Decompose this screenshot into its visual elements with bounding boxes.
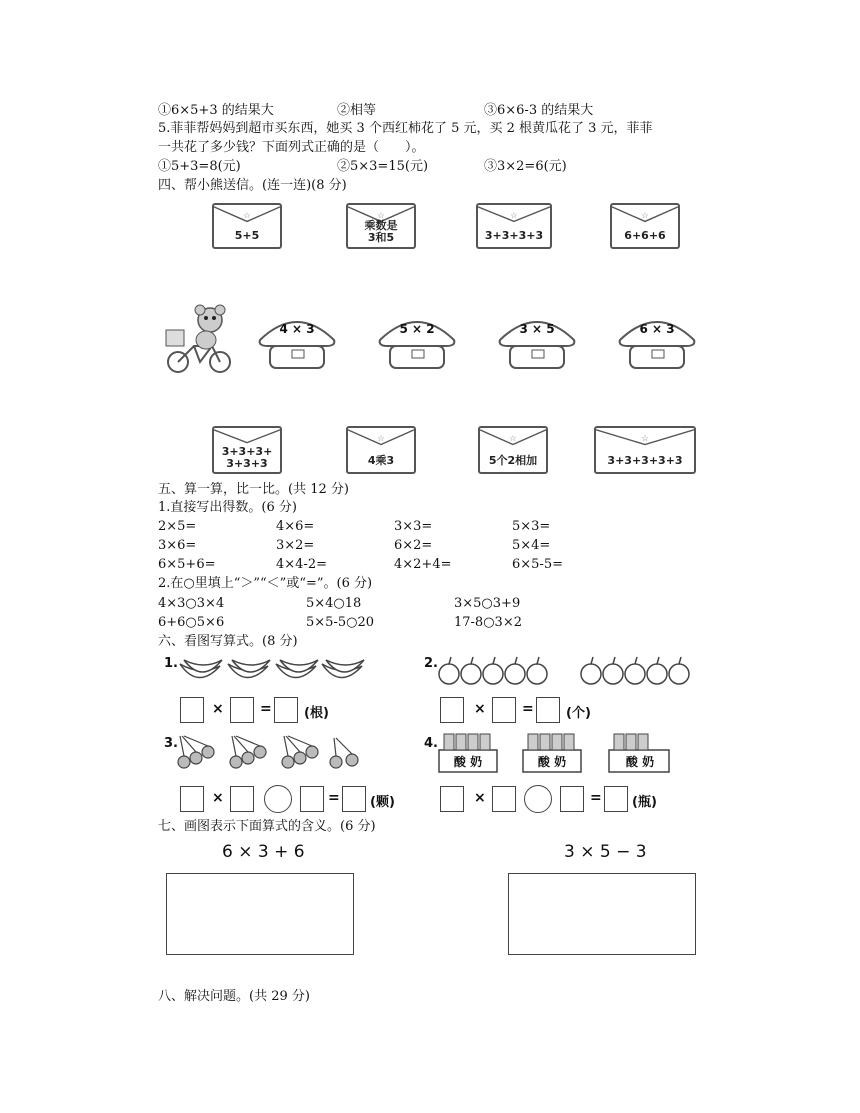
calc-item: 6×2= [394, 538, 433, 553]
compare-item: 4×3○3×4 [158, 596, 225, 611]
letter-label: 乘数是 3和5 [364, 219, 398, 244]
svg-text:☆: ☆ [641, 209, 649, 220]
letter-bottom-2[interactable] [346, 426, 416, 474]
letter-top-4[interactable] [610, 203, 680, 249]
letter-label: 6+6+6 [624, 229, 666, 242]
answer-box[interactable] [560, 786, 584, 812]
yogurt-label: 酸 奶 [625, 755, 655, 769]
answer-box[interactable] [492, 697, 516, 723]
calc-item: 5×3= [512, 519, 551, 534]
section5-sub2: 2.在○里填上“＞”“＜”或“=”。(6 分) [158, 576, 373, 591]
times-sign: × [212, 701, 224, 717]
answer-box[interactable] [180, 786, 204, 812]
equals-sign: = [590, 790, 602, 806]
calc-item: 6×5+6= [158, 557, 216, 572]
letter-label: 3+3+3+3 [484, 229, 544, 242]
letter-top-1[interactable] [212, 203, 282, 249]
bananas-icon [176, 652, 366, 690]
draw-expression-2: 3 × 5 − 3 [564, 842, 647, 862]
answer-box[interactable] [536, 697, 560, 723]
answer-box[interactable] [492, 786, 516, 812]
q5-option-2: ②5×3=15(元) [337, 159, 429, 174]
unit-label: (颗) [370, 795, 395, 810]
calc-item: 5×4= [512, 538, 551, 553]
svg-text:☆: ☆ [509, 432, 517, 443]
yogurt-label: 酸 奶 [453, 755, 483, 769]
mushroom-house-3[interactable] [496, 310, 578, 370]
yogurt-label: 酸 奶 [537, 755, 567, 769]
q5-text-line2: 一共花了多少钱？下面列式正确的是（ ）。 [158, 140, 425, 155]
section4-title: 四、帮小熊送信。(连一连)(8 分) [158, 178, 347, 193]
letter-label: 3+3+3+3+3 [607, 454, 683, 467]
section8-title: 八、解决问题。(共 29 分) [158, 989, 310, 1004]
compare-item: 5×4○18 [306, 596, 362, 611]
letter-label: 3+3+3+ 3+3+3 [221, 445, 273, 470]
svg-text:☆: ☆ [377, 432, 385, 443]
answer-box[interactable] [342, 786, 366, 812]
svg-text:☆: ☆ [641, 433, 649, 443]
section6-title: 六、看图写算式。(8 分) [158, 634, 298, 649]
q4-option-3: ③6×6-3 的结果大 [484, 103, 594, 118]
svg-text:☆: ☆ [510, 209, 518, 220]
answer-box[interactable] [604, 786, 628, 812]
compare-item: 5×5-5○20 [306, 615, 374, 630]
letter-bottom-4[interactable] [594, 426, 696, 474]
pic-number: 1. [164, 656, 178, 671]
letter-label: 5个2相加 [488, 454, 538, 467]
q5-option-3: ③3×2=6(元) [484, 159, 567, 174]
compare-item: 6+6○5×6 [158, 615, 225, 630]
equals-sign: = [522, 701, 534, 717]
unit-label: (根) [304, 706, 329, 721]
calc-item: 3×2= [276, 538, 315, 553]
draw-expression-1: 6 × 3 + 6 [222, 842, 305, 862]
q4-option-2: ②相等 [337, 103, 377, 118]
house-icon [376, 310, 458, 370]
house-icon [496, 310, 578, 370]
drawing-area-2[interactable] [508, 873, 696, 955]
answer-box[interactable] [300, 786, 324, 812]
house-label: 4 × 3 [279, 322, 315, 336]
calc-item: 4×4-2= [276, 557, 327, 572]
operator-circle[interactable] [264, 785, 292, 813]
answer-box[interactable] [440, 697, 464, 723]
operator-circle[interactable] [524, 785, 552, 813]
calc-item: 4×6= [276, 519, 315, 534]
letter-bottom-3[interactable] [478, 426, 548, 474]
q4-option-1: ①6×5+3 的结果大 [158, 103, 274, 118]
drawing-area-1[interactable] [166, 873, 354, 955]
answer-box[interactable] [230, 697, 254, 723]
calc-item: 3×3= [394, 519, 433, 534]
equals-sign: = [260, 701, 272, 717]
yogurt-pack [522, 730, 582, 774]
house-label: 5 × 2 [399, 322, 435, 336]
answer-box[interactable] [230, 786, 254, 812]
times-sign: × [212, 790, 224, 806]
letter-label: 5+5 [234, 229, 260, 242]
section5-title: 五、算一算，比一比。(共 12 分) [158, 482, 349, 497]
mushroom-house-4[interactable] [616, 310, 698, 370]
yogurt-pack [608, 730, 672, 774]
house-icon [256, 310, 338, 370]
calc-item: 2×5= [158, 519, 197, 534]
letter-bottom-1[interactable] [212, 426, 282, 474]
house-label: 6 × 3 [639, 322, 675, 336]
unit-label: (个) [566, 706, 591, 721]
calc-item: 3×6= [158, 538, 197, 553]
yogurt-pack [438, 730, 498, 774]
letter-label: 4乘3 [367, 454, 395, 467]
house-icon [616, 310, 698, 370]
letter-top-2[interactable] [346, 203, 416, 249]
pic-number: 2. [424, 656, 438, 671]
compare-item: 3×5○3+9 [454, 596, 521, 611]
equals-sign: = [328, 790, 340, 806]
answer-box[interactable] [180, 697, 204, 723]
section7-title: 七、画图表示下面算式的含义。(6 分) [158, 819, 376, 834]
calc-item: 6×5-5= [512, 557, 563, 572]
times-sign: × [474, 790, 486, 806]
pic-number: 4. [424, 736, 438, 751]
apples-icon [438, 652, 700, 688]
house-label: 3 × 5 [519, 322, 555, 336]
cherries-icon [176, 732, 366, 772]
svg-text:☆: ☆ [243, 209, 251, 220]
compare-item: 17-8○3×2 [454, 615, 522, 630]
svg-text:☆: ☆ [377, 209, 385, 220]
mushroom-house-2[interactable] [376, 310, 458, 370]
q5-option-1: ①5+3=8(元) [158, 159, 241, 174]
pic-number: 3. [164, 736, 178, 751]
answer-box[interactable] [274, 697, 298, 723]
letter-top-3[interactable] [476, 203, 552, 249]
section5-sub1: 1.直接写出得数。(6 分) [158, 500, 297, 515]
unit-label: (瓶) [632, 795, 657, 810]
mushroom-house-1[interactable] [256, 310, 338, 370]
bear-on-bicycle-icon [162, 302, 234, 374]
times-sign: × [474, 701, 486, 717]
answer-box[interactable] [440, 786, 464, 812]
calc-item: 4×2+4= [394, 557, 452, 572]
q5-text-line1: 5.菲菲帮妈妈到超市买东西，她买 3 个西红柿花了 5 元，买 2 根黄瓜花了 3 元，菲菲 [158, 121, 653, 136]
